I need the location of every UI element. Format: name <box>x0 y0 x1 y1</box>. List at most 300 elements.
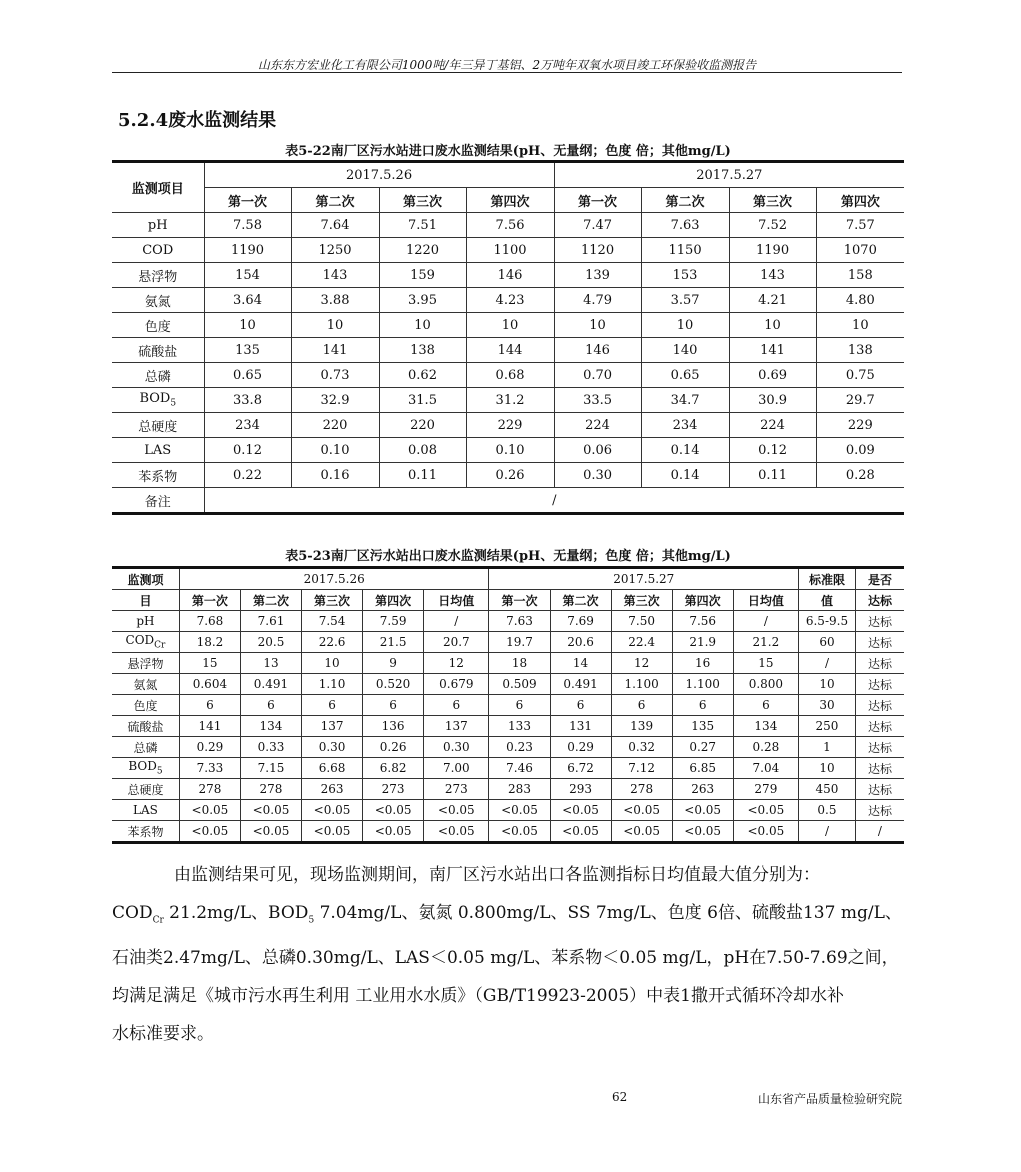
value-cell: 0.75 <box>816 363 904 388</box>
value-cell: 136 <box>363 716 424 737</box>
value-cell: <0.05 <box>363 800 424 821</box>
value-cell: 12 <box>424 653 489 674</box>
value-cell: 9 <box>363 653 424 674</box>
value-cell: <0.05 <box>179 821 240 843</box>
value-cell: 7.61 <box>240 611 301 632</box>
row-label-text: 色度 <box>144 319 171 335</box>
value-cell: 7.46 <box>489 758 550 779</box>
outlet-monitoring-table <box>112 566 904 844</box>
value-cell: 141 <box>729 338 816 363</box>
value-cell: 0.30 <box>302 737 363 758</box>
value-cell: 31.5 <box>379 388 466 413</box>
date-header: 2017.5.27 <box>554 162 904 188</box>
pass-cell: / <box>855 821 904 843</box>
value-cell: 0.14 <box>641 463 729 488</box>
run-header: 第四次 <box>466 188 554 213</box>
value-cell: 7.00 <box>424 758 489 779</box>
section-title: 5.2.4废水监测结果 <box>118 110 277 131</box>
value-cell: 220 <box>291 413 379 438</box>
value-cell: 143 <box>729 263 816 288</box>
value-cell: 133 <box>489 716 550 737</box>
value-cell: 0.14 <box>641 438 729 463</box>
value-cell: 0.509 <box>489 674 550 695</box>
value-cell: 0.800 <box>733 674 798 695</box>
value-cell: 7.33 <box>179 758 240 779</box>
value-cell: 20.5 <box>240 632 301 653</box>
value-cell: 33.8 <box>204 388 291 413</box>
value-cell: 10 <box>466 313 554 338</box>
value-cell: 1070 <box>816 238 904 263</box>
row-label <box>112 413 204 438</box>
limit-header-cont: 值 <box>799 590 856 611</box>
row-label-text: 苯系物 <box>127 824 164 839</box>
value-cell: 143 <box>291 263 379 288</box>
pass-cell: 达标 <box>855 611 904 632</box>
value-cell: <0.05 <box>672 800 733 821</box>
table-row <box>112 632 904 653</box>
value-cell: 159 <box>379 263 466 288</box>
value-cell: 0.73 <box>291 363 379 388</box>
value-cell: 1.100 <box>672 674 733 695</box>
value-cell: 18.2 <box>179 632 240 653</box>
value-cell: 7.56 <box>672 611 733 632</box>
value-cell: 134 <box>733 716 798 737</box>
para-sub: Cr <box>152 915 164 926</box>
value-cell: 138 <box>379 338 466 363</box>
row-label-text: 色度 <box>133 698 158 713</box>
value-cell: 0.08 <box>379 438 466 463</box>
value-cell: 10 <box>302 653 363 674</box>
table-row <box>112 716 904 737</box>
table2-caption: 表5-23南厂区污水站出口废水监测结果(pH、无量纲；色度 倍；其他mg/L) <box>285 549 731 564</box>
date-header: 2017.5.27 <box>489 568 799 590</box>
row-label-text: LAS <box>133 803 158 817</box>
value-cell: 1120 <box>554 238 641 263</box>
para-text: 7.04mg/L、氨氮 0.800mg/L、SS 7mg/L、色度 6倍、硫酸盐137 mg/L、 <box>314 903 902 923</box>
inlet-monitoring-table <box>112 160 904 515</box>
value-cell: 279 <box>733 779 798 800</box>
value-cell: <0.05 <box>550 821 611 843</box>
value-cell: 0.26 <box>363 737 424 758</box>
row-label-text: LAS <box>144 442 172 458</box>
value-cell: 234 <box>641 413 729 438</box>
value-cell: 0.22 <box>204 463 291 488</box>
run-header: 第三次 <box>302 590 363 611</box>
run-header: 第三次 <box>379 188 466 213</box>
value-cell: 224 <box>729 413 816 438</box>
row-label-subscript: 5 <box>170 398 177 409</box>
pass-cell: 达标 <box>855 632 904 653</box>
para-text: COD <box>112 903 153 923</box>
table-row <box>112 463 904 488</box>
value-cell: 224 <box>554 413 641 438</box>
value-cell: 13 <box>240 653 301 674</box>
value-cell: 3.95 <box>379 288 466 313</box>
value-cell: 234 <box>204 413 291 438</box>
row-label-text: BOD <box>139 391 171 407</box>
value-cell: 34.7 <box>641 388 729 413</box>
table-row <box>112 413 904 438</box>
value-cell: 283 <box>489 779 550 800</box>
value-cell: / <box>733 611 798 632</box>
value-cell: 6.72 <box>550 758 611 779</box>
table-row <box>112 611 904 632</box>
run-header: 第四次 <box>816 188 904 213</box>
row-label-text: BOD <box>128 759 157 774</box>
page-header: 山东东方宏业化工有限公司1000吨/年三异丁基铝、2万吨年双氧水项目竣工环保验收监测报告 <box>257 58 757 72</box>
limit-cell: 1 <box>799 737 856 758</box>
value-cell: 135 <box>204 338 291 363</box>
row-label <box>112 611 179 632</box>
item-header: 监测项 <box>112 568 179 590</box>
table-row <box>112 758 904 779</box>
value-cell: 20.7 <box>424 632 489 653</box>
row-label <box>112 779 179 800</box>
value-cell: 7.56 <box>466 213 554 238</box>
value-cell: 0.29 <box>179 737 240 758</box>
value-cell: 1250 <box>291 238 379 263</box>
value-cell: 6 <box>733 695 798 716</box>
table-row <box>112 737 904 758</box>
value-cell: 14 <box>550 653 611 674</box>
value-cell: 139 <box>554 263 641 288</box>
value-cell: 4.80 <box>816 288 904 313</box>
value-cell: 7.64 <box>291 213 379 238</box>
value-cell: 0.65 <box>204 363 291 388</box>
value-cell: 30.9 <box>729 388 816 413</box>
run-header: 第二次 <box>240 590 301 611</box>
value-cell: 7.63 <box>641 213 729 238</box>
table-row <box>112 821 904 843</box>
value-cell: 1.100 <box>611 674 672 695</box>
value-cell: 0.23 <box>489 737 550 758</box>
value-cell: <0.05 <box>179 800 240 821</box>
table-row <box>112 363 904 388</box>
value-cell: 278 <box>179 779 240 800</box>
value-cell: 0.10 <box>291 438 379 463</box>
limit-cell: 250 <box>799 716 856 737</box>
value-cell: 0.68 <box>466 363 554 388</box>
row-label-text: 悬浮物 <box>127 656 164 671</box>
daily-mean-header: 日均值 <box>733 590 798 611</box>
value-cell: 0.32 <box>611 737 672 758</box>
value-cell: <0.05 <box>489 821 550 843</box>
value-cell: 19.7 <box>489 632 550 653</box>
value-cell: 22.6 <box>302 632 363 653</box>
row-label <box>112 238 204 263</box>
row-label <box>112 716 179 737</box>
value-cell: 0.11 <box>379 463 466 488</box>
value-cell: 3.57 <box>641 288 729 313</box>
value-cell: 0.28 <box>816 463 904 488</box>
value-cell: <0.05 <box>363 821 424 843</box>
limit-cell: 0.5 <box>799 800 856 821</box>
run-header: 第四次 <box>363 590 424 611</box>
value-cell: 20.6 <box>550 632 611 653</box>
value-cell: 7.57 <box>816 213 904 238</box>
value-cell: 7.58 <box>204 213 291 238</box>
para-text: 21.2mg/L、BOD <box>163 903 309 923</box>
limit-cell: 30 <box>799 695 856 716</box>
value-cell: 6.68 <box>302 758 363 779</box>
value-cell: 10 <box>291 313 379 338</box>
value-cell: 6 <box>489 695 550 716</box>
value-cell: 0.69 <box>729 363 816 388</box>
item-header-cont: 目 <box>112 590 179 611</box>
value-cell: 6.85 <box>672 758 733 779</box>
value-cell: 273 <box>363 779 424 800</box>
para-line: 均满足满足《城市污水再生利用 工业用水水质》（GB/T19923-2005）中表1撒开式循环冷却水补 <box>112 986 844 1007</box>
row-label-subscript: 5 <box>156 766 163 777</box>
footer-organization: 山东省产品质量检验研究院 <box>758 1092 903 1106</box>
page-number: 62 <box>612 1090 628 1104</box>
limit-header: 标准限 <box>799 568 856 590</box>
value-cell: 0.26 <box>466 463 554 488</box>
value-cell: <0.05 <box>672 821 733 843</box>
value-cell: 10 <box>729 313 816 338</box>
row-label <box>112 263 204 288</box>
pass-cell: 达标 <box>855 800 904 821</box>
value-cell: <0.05 <box>733 800 798 821</box>
row-label-text: 总硬度 <box>127 782 164 797</box>
pass-header: 是否 <box>855 568 904 590</box>
value-cell: 0.70 <box>554 363 641 388</box>
table-row <box>112 695 904 716</box>
table-row <box>112 338 904 363</box>
value-cell: 4.21 <box>729 288 816 313</box>
value-cell: 7.04 <box>733 758 798 779</box>
table-row <box>112 288 904 313</box>
value-cell: 0.27 <box>672 737 733 758</box>
value-cell: 32.9 <box>291 388 379 413</box>
value-cell: 0.06 <box>554 438 641 463</box>
value-cell: 15 <box>733 653 798 674</box>
value-cell: 138 <box>816 338 904 363</box>
value-cell: 137 <box>424 716 489 737</box>
value-cell: 0.11 <box>729 463 816 488</box>
pass-cell: 达标 <box>855 716 904 737</box>
value-cell: 6 <box>672 695 733 716</box>
run-header: 第一次 <box>554 188 641 213</box>
value-cell: 33.5 <box>554 388 641 413</box>
table-row <box>112 779 904 800</box>
value-cell: 7.52 <box>729 213 816 238</box>
table-row <box>112 238 904 263</box>
row-label-text: 硫酸盐 <box>138 344 178 360</box>
value-cell: 7.47 <box>554 213 641 238</box>
row-label <box>112 800 179 821</box>
row-label <box>112 695 179 716</box>
run-header: 第三次 <box>611 590 672 611</box>
value-cell: <0.05 <box>240 821 301 843</box>
value-cell: 7.63 <box>489 611 550 632</box>
date-header: 2017.5.26 <box>204 162 554 188</box>
value-cell: 0.65 <box>641 363 729 388</box>
limit-cell: / <box>799 821 856 843</box>
value-cell: 10 <box>379 313 466 338</box>
table-row <box>112 438 904 463</box>
value-cell: <0.05 <box>424 821 489 843</box>
row-label <box>112 338 204 363</box>
table-row <box>112 800 904 821</box>
run-header: 第一次 <box>489 590 550 611</box>
row-label <box>112 758 179 779</box>
value-cell: 0.10 <box>466 438 554 463</box>
value-cell: 273 <box>424 779 489 800</box>
value-cell: <0.05 <box>302 800 363 821</box>
row-label-text: 氨氮 <box>144 294 171 310</box>
value-cell: <0.05 <box>302 821 363 843</box>
value-cell: 4.79 <box>554 288 641 313</box>
value-cell: 146 <box>466 263 554 288</box>
value-cell: 10 <box>204 313 291 338</box>
value-cell: 10 <box>816 313 904 338</box>
value-cell: 7.51 <box>379 213 466 238</box>
value-cell: 0.12 <box>204 438 291 463</box>
value-cell: 6 <box>240 695 301 716</box>
value-cell: 0.62 <box>379 363 466 388</box>
run-header: 第一次 <box>204 188 291 213</box>
para-line: 由监测结果可见，现场监测期间，南厂区污水站出口各监测指标日均值最大值分别为： <box>174 865 820 885</box>
value-cell: 21.9 <box>672 632 733 653</box>
pass-header-cont: 达标 <box>855 590 904 611</box>
value-cell: 12 <box>611 653 672 674</box>
value-cell: 31.2 <box>466 388 554 413</box>
value-cell: 7.69 <box>550 611 611 632</box>
value-cell: 0.28 <box>733 737 798 758</box>
row-label-text: 苯系物 <box>138 469 178 485</box>
row-label-text: 硫酸盐 <box>127 719 164 734</box>
value-cell: 10 <box>554 313 641 338</box>
row-label-text: COD <box>142 242 174 258</box>
value-cell: 7.15 <box>240 758 301 779</box>
value-cell: 278 <box>611 779 672 800</box>
pass-cell: 达标 <box>855 779 904 800</box>
run-header: 第四次 <box>672 590 733 611</box>
value-cell: 21.5 <box>363 632 424 653</box>
value-cell: 6 <box>363 695 424 716</box>
run-header: 第三次 <box>729 188 816 213</box>
value-cell: 0.30 <box>554 463 641 488</box>
run-header: 第二次 <box>291 188 379 213</box>
row-label <box>112 632 179 653</box>
value-cell: 22.4 <box>611 632 672 653</box>
table-row <box>112 213 904 238</box>
table-row <box>112 388 904 413</box>
value-cell: 0.29 <box>550 737 611 758</box>
value-cell: 15 <box>179 653 240 674</box>
date-header: 2017.5.26 <box>179 568 489 590</box>
value-cell: 141 <box>179 716 240 737</box>
value-cell: 0.679 <box>424 674 489 695</box>
value-cell: 229 <box>816 413 904 438</box>
limit-cell: 60 <box>799 632 856 653</box>
value-cell: 21.2 <box>733 632 798 653</box>
value-cell: 153 <box>641 263 729 288</box>
value-cell: 6.82 <box>363 758 424 779</box>
value-cell: 137 <box>302 716 363 737</box>
value-cell: 139 <box>611 716 672 737</box>
value-cell: <0.05 <box>489 800 550 821</box>
pass-cell: 达标 <box>855 653 904 674</box>
header-rule <box>112 72 902 73</box>
value-cell: 7.68 <box>179 611 240 632</box>
value-cell: 154 <box>204 263 291 288</box>
table1-caption: 表5-22南厂区污水站进口废水监测结果(pH、无量纲；色度 倍；其他mg/L) <box>285 144 731 159</box>
value-cell: 1220 <box>379 238 466 263</box>
value-cell: 140 <box>641 338 729 363</box>
value-cell: 10 <box>641 313 729 338</box>
value-cell: 29.7 <box>816 388 904 413</box>
pass-cell: 达标 <box>855 737 904 758</box>
value-cell: 0.09 <box>816 438 904 463</box>
value-cell: 1190 <box>729 238 816 263</box>
value-cell: 0.491 <box>240 674 301 695</box>
row-label <box>112 388 204 413</box>
table-row <box>112 653 904 674</box>
value-cell: <0.05 <box>424 800 489 821</box>
value-cell: 131 <box>550 716 611 737</box>
row-label-text: COD <box>125 633 155 648</box>
limit-cell: 6.5-9.5 <box>799 611 856 632</box>
row-label <box>112 463 204 488</box>
value-cell: 0.16 <box>291 463 379 488</box>
value-cell: 0.520 <box>363 674 424 695</box>
value-cell: 146 <box>554 338 641 363</box>
table-row <box>112 263 904 288</box>
value-cell: 229 <box>466 413 554 438</box>
row-label <box>112 821 179 843</box>
row-label-text: 氨氮 <box>133 677 158 692</box>
row-label-subscript: Cr <box>154 640 166 651</box>
value-cell: <0.05 <box>733 821 798 843</box>
para-line: 水标准要求。 <box>112 1024 214 1045</box>
value-cell: 6 <box>179 695 240 716</box>
pass-cell: 达标 <box>855 695 904 716</box>
pass-cell: 达标 <box>855 674 904 695</box>
row-label <box>112 653 179 674</box>
value-cell: 158 <box>816 263 904 288</box>
value-cell: 0.491 <box>550 674 611 695</box>
row-label <box>112 313 204 338</box>
value-cell: 0.33 <box>240 737 301 758</box>
value-cell: 7.59 <box>363 611 424 632</box>
para-sub: 5 <box>308 915 315 926</box>
daily-mean-header: 日均值 <box>424 590 489 611</box>
limit-cell: 10 <box>799 674 856 695</box>
value-cell: 6 <box>424 695 489 716</box>
value-cell: / <box>424 611 489 632</box>
value-cell: 6 <box>611 695 672 716</box>
value-cell: 0.604 <box>179 674 240 695</box>
value-cell: <0.05 <box>550 800 611 821</box>
value-cell: 263 <box>672 779 733 800</box>
value-cell: <0.05 <box>611 800 672 821</box>
value-cell: 141 <box>291 338 379 363</box>
value-cell: 144 <box>466 338 554 363</box>
remark-label: 备注 <box>112 488 204 514</box>
value-cell: 278 <box>240 779 301 800</box>
row-label-text: pH <box>147 217 168 233</box>
row-label <box>112 438 204 463</box>
row-label <box>112 288 204 313</box>
value-cell: <0.05 <box>240 800 301 821</box>
run-header: 第一次 <box>179 590 240 611</box>
value-cell: 4.23 <box>466 288 554 313</box>
row-label-text: 悬浮物 <box>138 269 178 285</box>
value-cell: 263 <box>302 779 363 800</box>
value-cell: 0.30 <box>424 737 489 758</box>
